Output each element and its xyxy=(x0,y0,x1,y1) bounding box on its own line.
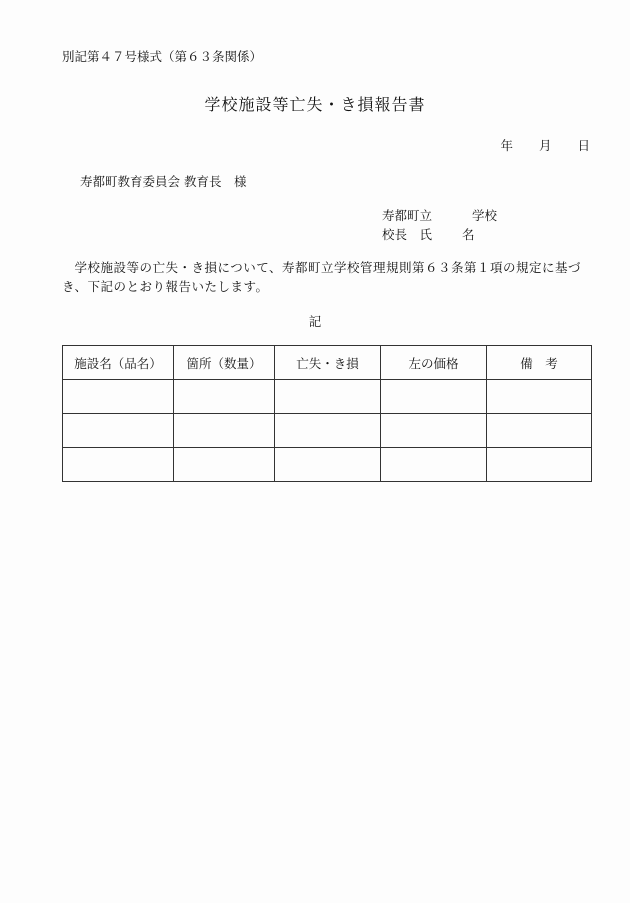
table-cell[interactable] xyxy=(174,380,275,414)
table-cell[interactable] xyxy=(381,380,487,414)
table-header-row xyxy=(63,346,592,380)
table-cell[interactable] xyxy=(275,448,381,482)
table-row xyxy=(63,414,592,448)
table-cell[interactable] xyxy=(381,448,487,482)
report-table xyxy=(62,345,592,482)
form-id: 別記第４７号様式（第６３条関係） xyxy=(62,49,263,64)
table-cell[interactable] xyxy=(275,380,381,414)
header-loss-damage: 亡失・き損 xyxy=(275,346,381,380)
header-location: 箇所（数量） xyxy=(174,346,275,380)
table-cell[interactable] xyxy=(487,380,592,414)
table-row xyxy=(63,380,592,414)
principal-row xyxy=(382,225,497,244)
name-label: 名 xyxy=(462,227,475,242)
table-cell[interactable] xyxy=(63,414,174,448)
ki-heading: 記 xyxy=(308,314,322,329)
school-suffix: 学校 xyxy=(472,208,498,223)
page-title: 学校施設等亡失・き損報告書 xyxy=(204,95,426,114)
principal-label: 校長 氏 xyxy=(382,227,433,242)
table-cell[interactable] xyxy=(381,414,487,448)
addressee: 寿都町教育委員会 教育長 様 xyxy=(80,174,247,189)
date-day: 日 xyxy=(577,138,590,153)
date-month: 月 xyxy=(538,138,552,153)
date-row xyxy=(500,136,590,154)
table-cell[interactable] xyxy=(275,414,381,448)
table-cell[interactable] xyxy=(63,448,174,482)
table-cell[interactable] xyxy=(174,448,275,482)
school-row xyxy=(382,206,497,225)
header-remarks: 備 考 xyxy=(487,346,592,380)
school-label: 寿都町立 xyxy=(382,208,433,223)
body-text: 学校施設等の亡失・き損について、寿都町立学校管理規則第６３条第１項の規定に基づき、下記のとおり報告いたします。 xyxy=(62,260,582,294)
table-cell[interactable] xyxy=(174,414,275,448)
header-facility: 施設名（品名） xyxy=(63,346,174,380)
table-cell[interactable] xyxy=(487,448,592,482)
header-price: 左の価格 xyxy=(381,346,487,380)
sender-block xyxy=(382,206,497,244)
date-year: 年 xyxy=(500,138,513,153)
table-cell[interactable] xyxy=(63,380,174,414)
table-cell[interactable] xyxy=(487,414,592,448)
table-row xyxy=(63,448,592,482)
